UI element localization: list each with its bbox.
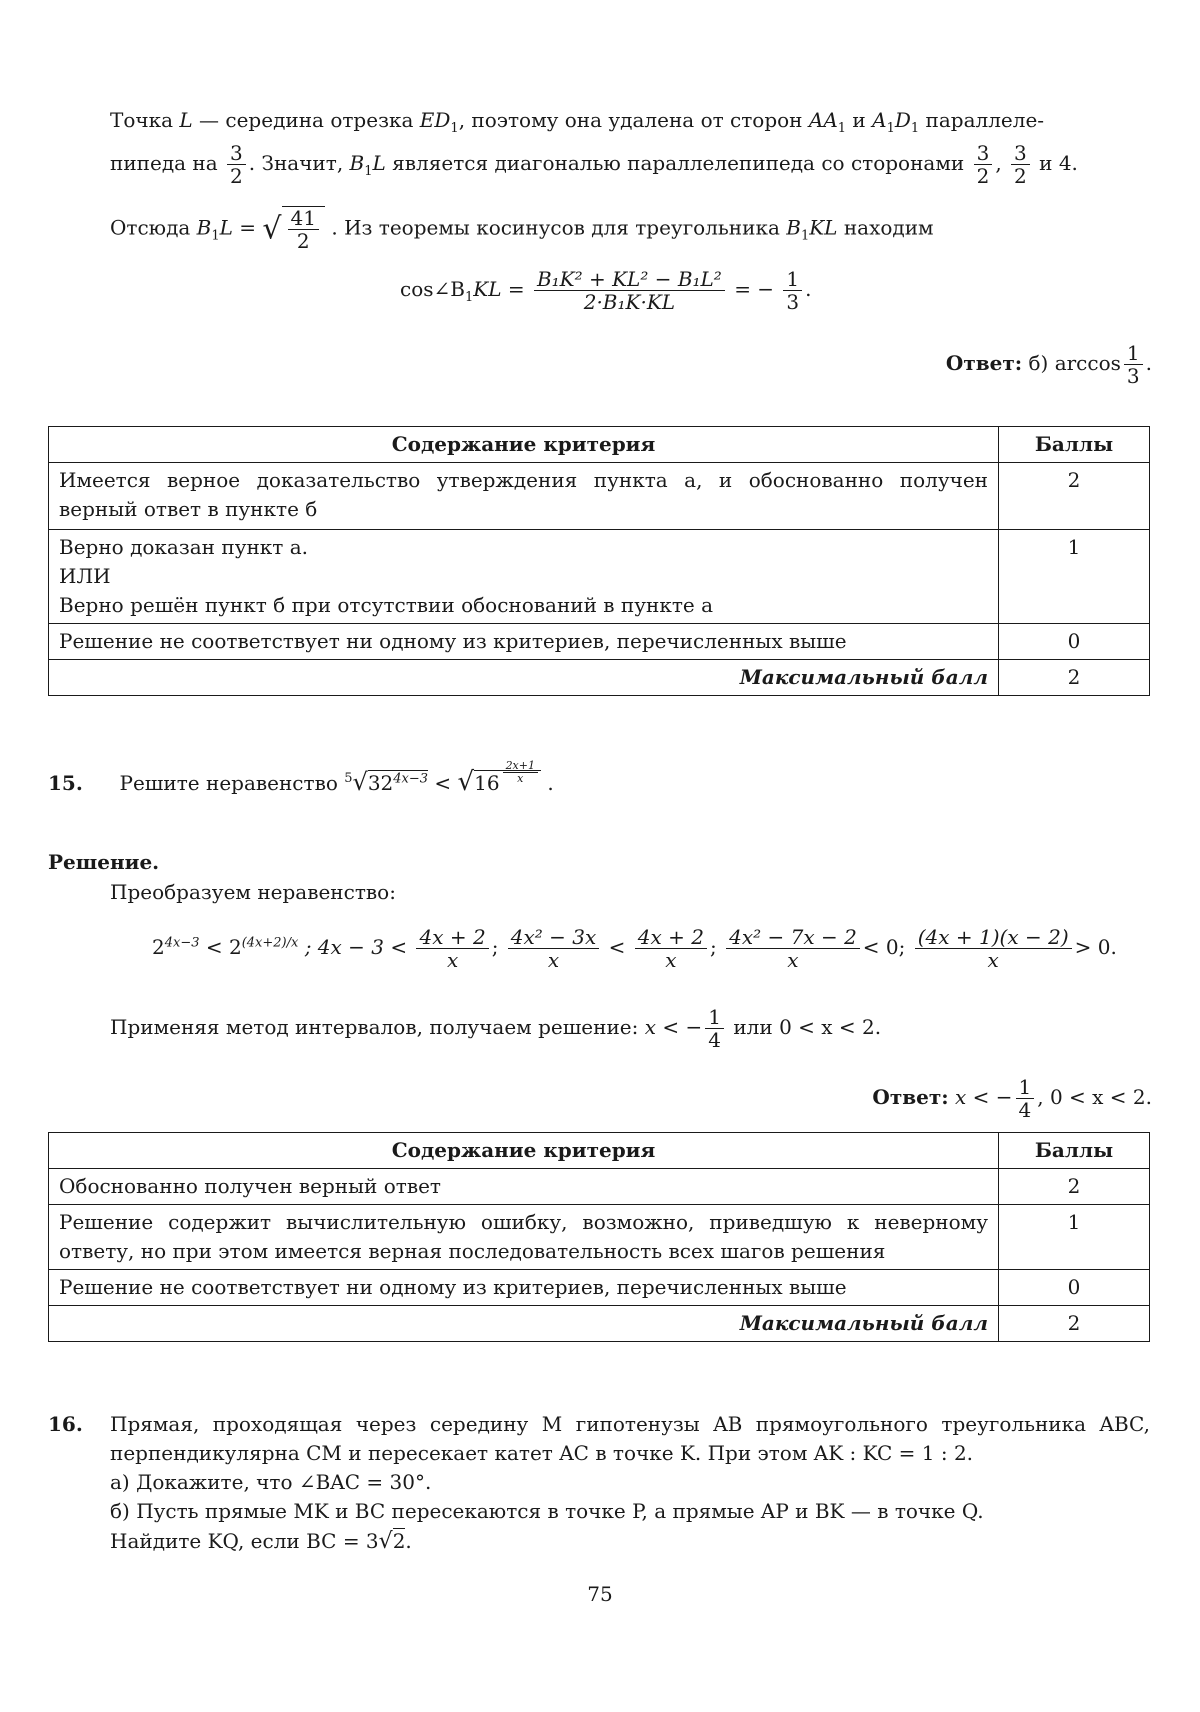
criterion-points: 0	[999, 624, 1150, 660]
table-row	[49, 1205, 1150, 1270]
table-row-max	[49, 1306, 1150, 1342]
table-row	[49, 530, 1150, 624]
table-row	[49, 463, 1150, 530]
table-row-max	[49, 660, 1150, 696]
header-content: Содержание критерия	[49, 427, 999, 463]
criterion-text: Имеется верное доказательство утверждения пункта а, и обоснованно получен верный ответ в пункте б	[49, 463, 999, 530]
header-points: Баллы	[999, 427, 1150, 463]
p16-line: б) Пусть прямые MK и BC пересекаются в точке P, а прямые AP и BK — в точке Q.	[110, 1499, 984, 1523]
fraction-3-2: $\frac{3}{2}$	[1011, 142, 1030, 187]
table-row	[49, 624, 1150, 660]
interval-solution: Применяя метод интервалов, получаем решение: x < − $\frac{1}{4}$ или 0 < x < 2.	[110, 1005, 882, 1052]
table-row	[49, 1270, 1150, 1306]
p16-line: Найдите KQ, если BC = 3√2.	[110, 1529, 412, 1554]
criteria-table-15	[48, 1132, 1150, 1342]
criterion-text	[49, 530, 999, 624]
p15-task: 15. Решите неравенство $^5√32^{4x-3} < √16$ $\frac{2x+1}{x}$ .	[48, 759, 554, 797]
header-content: Содержание критерия	[49, 1133, 999, 1169]
p15-answer: Ответ: x < − $\frac{1}{4}$ , 0 < x < 2.	[872, 1075, 1152, 1122]
cosine-formula: $\cos\angle B_1KL$ = $\frac{\text{B₁K² + KL² − B₁L²}}{\text{2·B₁K·KL}}$ = − $\frac{1}{3}$ .	[400, 267, 812, 314]
transform-text: Преобразуем неравенство:	[110, 880, 396, 904]
max-score-value: 2	[999, 1306, 1150, 1342]
criterion-points: 2	[999, 1169, 1150, 1205]
inequality-chain: $2^{4x-3} < 2^{(4x+2)/x}$ ; 4x − 3 < $\frac{4x + 2}{x}$ ; $\frac{\text{4x² − 3x}}{x}$ < $\frac{4x + 2}{x}$ ; $\frac{\text{4x² − 7x − 2}}{x}$ < 0; $\frac{(4x + 1)(x - 2)}{x}$ > 0.	[152, 925, 1117, 972]
criterion-points: 1	[999, 1205, 1150, 1270]
criterion-points: 0	[999, 1270, 1150, 1306]
p16-line: а) Докажите, что ∠BAC = 30°.	[110, 1470, 432, 1494]
criterion-text: Обоснованно получен верный ответ	[49, 1169, 999, 1205]
solution-label: Решение.	[48, 850, 160, 874]
criterion-line: Верно доказан пункт а.	[59, 535, 308, 559]
criterion-points: 1	[999, 530, 1150, 624]
criterion-text: Решение не соответствует ни одному из критериев, перечисленных выше	[49, 624, 999, 660]
table-row	[49, 1169, 1150, 1205]
table-header	[49, 1133, 1150, 1169]
max-score-label: Максимальный балл	[49, 660, 999, 696]
p14-line3: Отсюда $B_1L$ = √ $\frac{41}{2}$ . Из теоремы косинусов для треугольника $B_1KL$ находим	[110, 206, 934, 253]
table-header	[49, 427, 1150, 463]
criterion-text: Решение не соответствует ни одному из критериев, перечисленных выше	[49, 1270, 999, 1306]
fraction-3-2: $\frac{3}{2}$	[974, 142, 993, 187]
criterion-line: ИЛИ	[59, 564, 111, 588]
page-number: 75	[587, 1582, 613, 1606]
fraction-3-2: $\frac{3}{2}$	[227, 142, 246, 187]
sqrt-41-2: √ $\frac{41}{2}$	[262, 206, 325, 252]
max-score-label: Максимальный балл	[49, 1306, 999, 1342]
p14-answer: Ответ: б) arccos $\frac{1}{3}$ .	[945, 341, 1152, 388]
p16-line: Прямая, проходящая через середину M гипотенузы AB прямоугольного треугольника ABC, перпендикулярна CM и пересекает катет AC в точке K. При этом AK : KC = 1 : 2.	[110, 1412, 1150, 1465]
p14-line1: Точка L — середина отрезка $ED_1$, поэтому она удалена от сторон $AA_1$ и $A_1D_1$ параллеле-	[110, 108, 1045, 136]
max-score-value: 2	[999, 660, 1150, 696]
criteria-table-14	[48, 426, 1150, 696]
criterion-text: Решение содержит вычислительную ошибку, возможно, приведшую к неверному ответу, но при этом имеется верная последовательность всех шагов решения	[49, 1205, 999, 1270]
p14-line2: пипеда на $\frac{3}{2}$ . Значит, $B_1L$ является диагональю параллелепипеда со сторонами $\frac{3}{2}$ , $\frac{3}{2}$ и 4.	[110, 141, 1078, 188]
criterion-points: 2	[999, 463, 1150, 530]
p16-number: 16.	[48, 1412, 83, 1436]
p16-text	[110, 1410, 1150, 1558]
header-points: Баллы	[999, 1133, 1150, 1169]
criterion-line: Верно решён пункт б при отсутствии обоснований в пункте а	[59, 593, 714, 617]
